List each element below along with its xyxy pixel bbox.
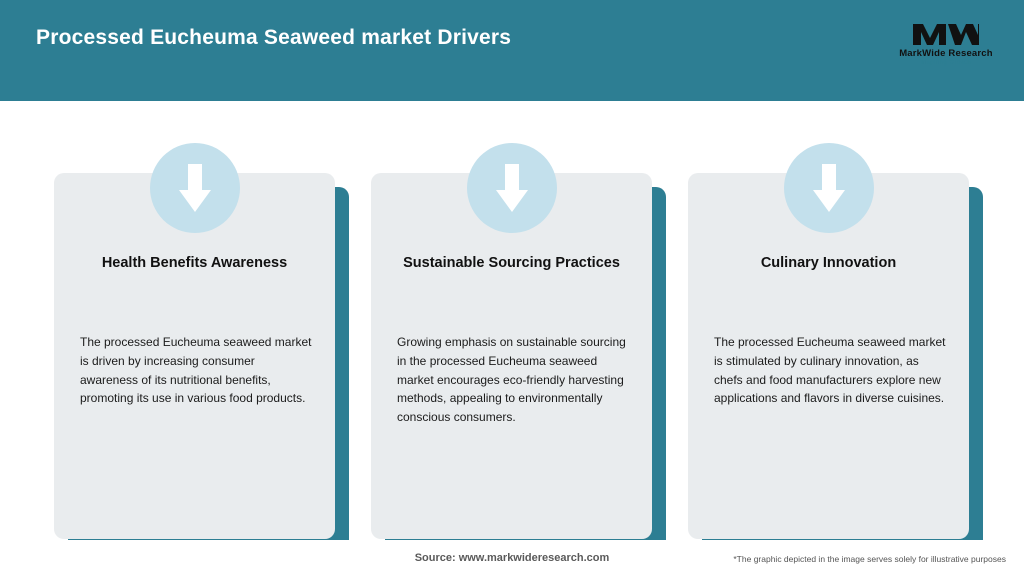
driver-card <box>371 173 652 539</box>
source-label: Source: www.markwideresearch.com <box>414 552 610 564</box>
driver-card <box>54 173 335 539</box>
page-title: Processed Eucheuma Seaweed market Drivers <box>36 26 512 49</box>
card-title: Health Benefits Awareness <box>101 255 288 271</box>
arrow-down-icon <box>176 162 214 214</box>
card-title: Culinary Innovation <box>760 255 897 271</box>
card-icon-circle <box>150 143 240 233</box>
disclaimer-label: *The graphic depicted in the image serves solely for illustrative purposes <box>733 554 1006 564</box>
arrow-down-icon <box>493 162 531 214</box>
company-logo <box>890 14 1002 72</box>
drivers-card-row <box>0 101 1024 540</box>
card-description: The processed Eucheuma seaweed market is driven by increasing consumer awareness of its nutritional benefits, promoting its use in various food products. <box>80 335 312 406</box>
header-bar <box>0 0 1024 101</box>
logo-company-name: MarkWide Research <box>899 47 993 59</box>
card-icon-circle <box>467 143 557 233</box>
driver-card <box>688 173 969 539</box>
card-title: Sustainable Sourcing Practices <box>403 255 620 271</box>
card-icon-circle <box>784 143 874 233</box>
card-description: Growing emphasis on sustainable sourcing in the processed Eucheuma seaweed market encourages eco-friendly harvesting methods, appealing to environmentally conscious consumers. <box>397 335 626 425</box>
logo-mark-icon <box>911 21 981 47</box>
arrow-down-icon <box>810 162 848 214</box>
logo-tagline: Inspiring Growth <box>920 59 972 66</box>
card-description: The processed Eucheuma seaweed market is stimulated by culinary innovation, as chefs and food manufacturers explore new applications and flavors in diverse cuisines. <box>714 335 946 406</box>
footer-bar <box>0 540 1024 576</box>
